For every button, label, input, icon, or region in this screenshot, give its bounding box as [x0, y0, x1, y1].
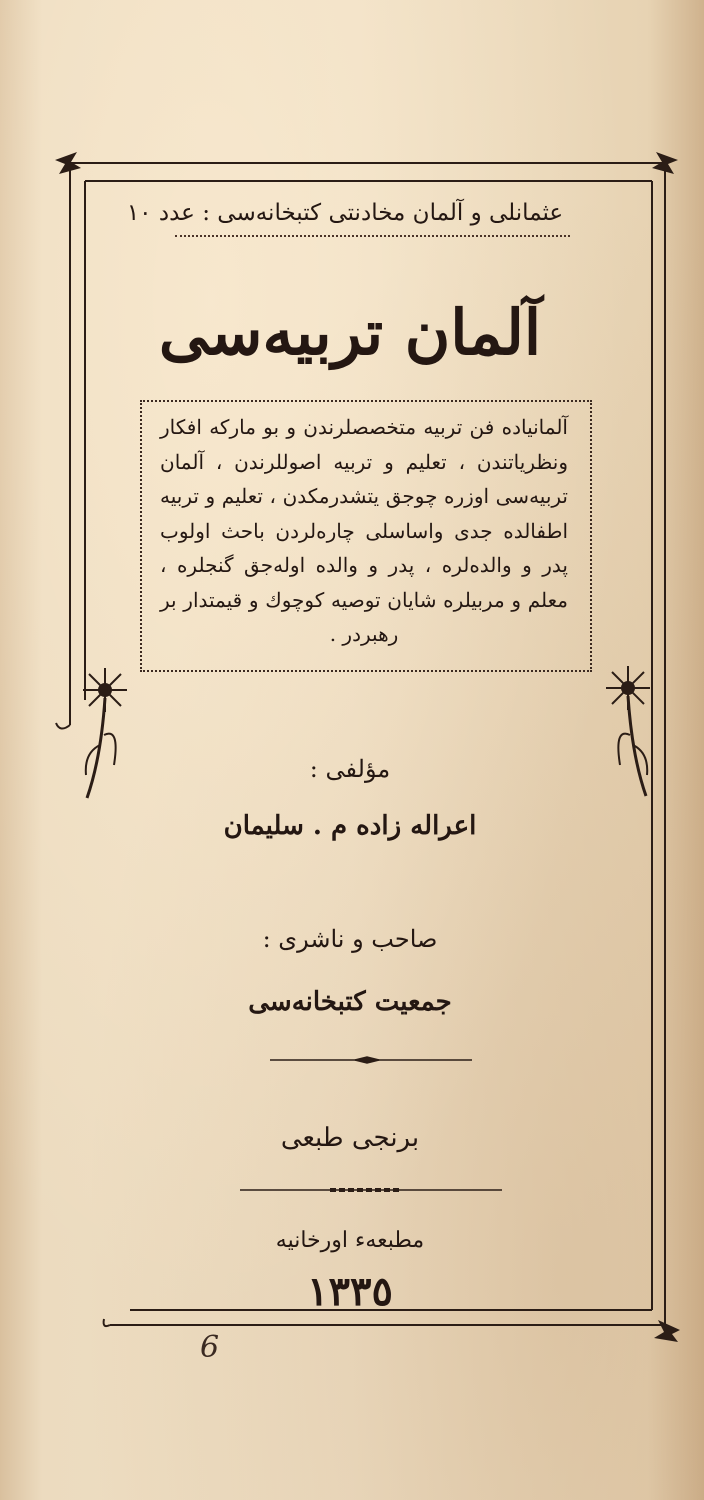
flower-ornament-left [83, 668, 127, 798]
author-name: اعراله زاده م . سليمان [223, 811, 477, 841]
corner-ornament-bottom-right [654, 1320, 680, 1342]
series-underline [175, 235, 570, 237]
series-line: عثمانلى و آلمان مخادنتى كتبخانه‌سى : عدد ١٠ [126, 200, 564, 226]
separator-rule-1 [270, 1057, 472, 1063]
author-label: مؤلفى : [309, 755, 391, 783]
printing-press: مطبعه‌ء اورخانيه [275, 1228, 425, 1253]
description-text: آلمانياده فن تربيه متخصصلرندن و بو ماركه افكار ونظرياتندن ، تعليم و تربيه اصوللرندن ، آلمان تربيه‌سى اوزره چوجق يتشدرمكدن ، تعليم و تربيه اطفالده جدى واساسلى چاره‌لردن باحث اولوب پدر و والده‌لره ، پدر و والده اوله‌جق گنجلره ، معلم و مربيلره شايان توصيه كوچوك و قيمتدار بر رهبردر . [160, 415, 568, 646]
book-title: آلمان تربيه‌سى [158, 296, 542, 369]
handwritten-mark: 6 [200, 1330, 220, 1365]
edition-text: برنجى طبعى [280, 1123, 420, 1153]
flower-ornament-right [606, 666, 650, 796]
publisher-label: صاحب و ناشرى : [262, 925, 438, 953]
publication-year: ١٣٣٥ [307, 1268, 393, 1315]
publisher-name: جمعيت كتبخانه‌سى [248, 987, 452, 1017]
